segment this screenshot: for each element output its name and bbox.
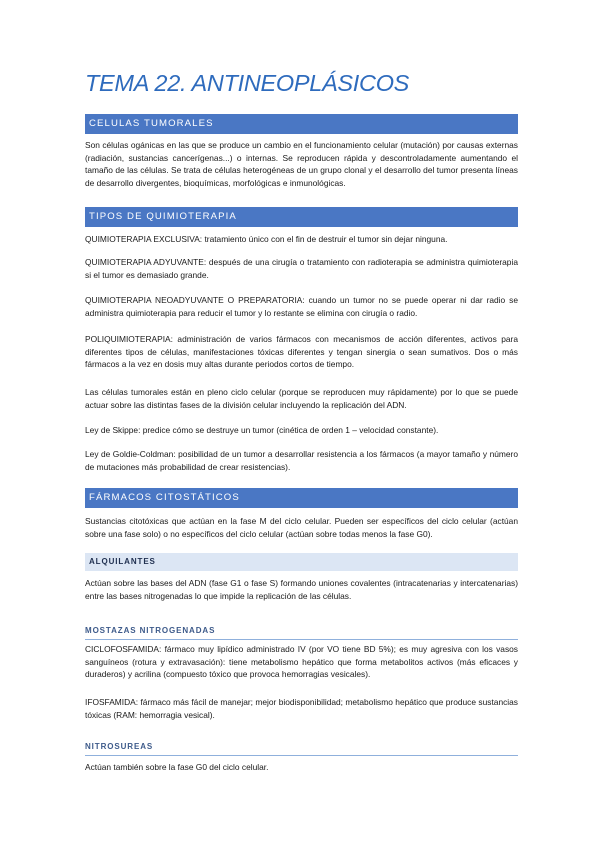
paragraph-ley-goldie: Ley de Goldie-Coldman: posibilidad de un tumor a desarrollar resistencia a los fármacos (a mayor tamaño y número de mutaciones más probabilidad de crear resistencias).: [85, 449, 518, 472]
paragraph-celulas-tumorales: Son células ogánicas en las que se produce un cambio en el funcionamiento celular (mutación) por causas externas (radiación, sustancias cancerígenas...) o internas. Se reproducen rápida y descontroladamente aumentando el tamaño de las células. Se trata de células heterogéneas de un grupo clonal y el desarrollo del tumor presenta líneas de desarrollo divergentes, bioquímicas, morfológicas e inmunológicas.: [85, 140, 518, 188]
section-header-celulas-tumorales: CELULAS TUMORALES: [85, 114, 518, 134]
paragraph-quimio-neoadyuvante: QUIMIOTERAPIA NEOADYUVANTE O PREPARATORIA: cuando un tumor no se puede operar ni dar radio se administra quimioterapia para reducir el tumor y lo restante se elimina con cirugía o radio.: [85, 295, 518, 318]
subsection-header-nitrosureas: NITROSUREAS: [85, 741, 518, 756]
paragraph-poliquimioterapia: POLIQUIMIOTERAPIA: administración de varios fármacos con mecanismos de acción diferentes, activos para diferentes tipos de células, manifestaciones tóxicas diferentes y tengan sinergia o sean sumativos. Dos o más fármacos a la vez en dosis muy altas durante periodos cortos de tiempo.: [85, 334, 518, 370]
paragraph-ifosfamida: IFOSFAMIDA: fármaco más fácil de manejar; mejor biodisponibilidad; metabolismo hepático que produce sustancias tóxicas (RAM: hemorragia vesical).: [85, 697, 518, 720]
paragraph-ley-skippe: Ley de Skippe: predice cómo se destruye un tumor (cinética de orden 1 – velocidad constante).: [85, 425, 439, 435]
paragraph-nitrosureas: Actúan también sobre la fase G0 del ciclo celular.: [85, 762, 269, 772]
paragraph-ciclofosfamida: CICLOFOSFAMIDA: fármaco muy lipídico administrado IV (por VO tiene BD 5%); es muy agresiva con los vasos sanguíneos (rotura y extravasación): tiene metabolismo hepático que forma metabolitos activos (más eficaces y duraderos) y acrilina (compuesto tóxico que provoca hemorragias vesicales).: [85, 644, 518, 680]
section-header-tipos-quimioterapia: TIPOS DE QUIMIOTERAPIA: [85, 207, 518, 227]
subsection-header-alquilantes: ALQUILANTES: [85, 553, 518, 571]
paragraph-sustancias-citotoxicas: Sustancias citotóxicas que actúan en la fase M del ciclo celular. Pueden ser específicos del ciclo celular (actúan sobre una fase solo) o no específicos del ciclo celular (actúan sobre todas menos la fase G0).: [85, 516, 518, 539]
paragraph-quimio-adyuvante: QUIMIOTERAPIA ADYUVANTE: después de una cirugía o tratamiento con radioterapia se administra quimioterapia si el tumor es demasiado grande.: [85, 257, 518, 280]
page-title: TEMA 22. ANTINEOPLÁSICOS: [85, 70, 410, 96]
paragraph-quimio-exclusiva: QUIMIOTERAPIA EXCLUSIVA: tratamiento único con el fin de destruir el tumor sin dejar ninguna.: [85, 234, 448, 244]
section-header-farmacos-citostaticos: FÁRMACOS CITOSTÁTICOS: [85, 488, 518, 508]
paragraph-ciclo-celular: Las células tumorales están en pleno ciclo celular (porque se reproducen muy rápidamente) por lo que se puede actuar sobre las distintas fases de la división celular incluyendo la replicación del ADN.: [85, 387, 518, 410]
paragraph-alquilantes: Actúan sobre las bases del ADN (fase G1 o fase S) formando uniones covalentes (intracatenarias y intercatenarias) entre las bases nitrogenadas lo que impide la replicación de las células.: [85, 578, 518, 601]
subsection-header-mostazas: MOSTAZAS NITROGENADAS: [85, 625, 518, 640]
